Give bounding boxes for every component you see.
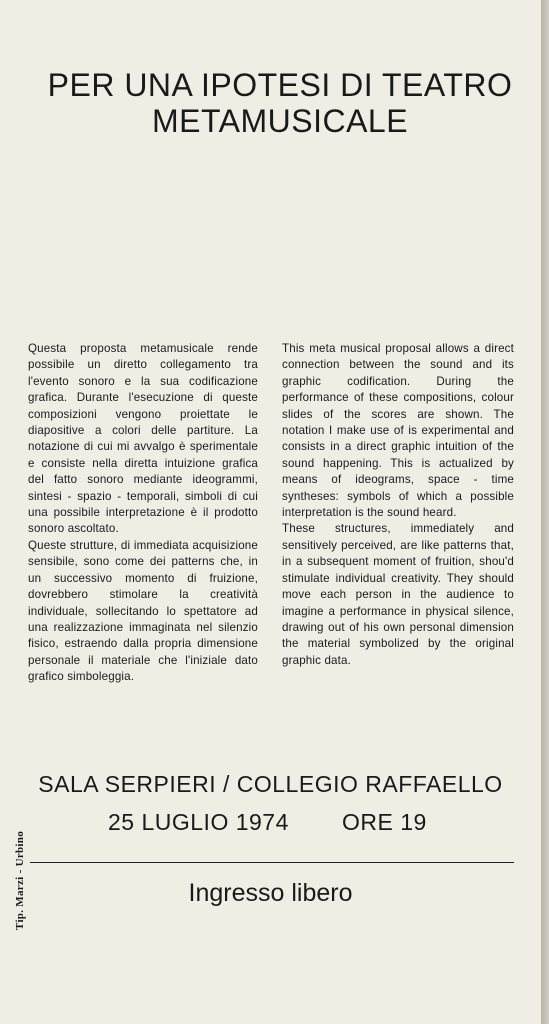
poster-title — [0, 67, 549, 139]
title-line-1: PER UNA IPOTESI DI TEATRO — [47, 67, 513, 104]
event-date: 25 LUGLIO 1974 — [108, 809, 289, 835]
italian-paragraph-2: Queste strutture, di immediata acquisizione sensibile, sono come dei patterns che, in un successivo momento di fruizione, dovrebbero stimolare la creatività individuale, sollecitando lo spettatore ad una realizzazione immaginata nel silenzio fisico, estraendo dalla propria dimensione personale il materiale che l'iniziale dato grafico simboleggia. — [28, 538, 258, 684]
title-line-2: METAMUSICALE — [151, 103, 409, 140]
event-venue: SALA SERPIERI / COLLEGIO RAFFAELLO — [38, 771, 503, 797]
italian-paragraph-1: Questa proposta metamusicale rende possibile un diretto collegamento tra l'evento sonoro e la sua codificazione grafica. Durante l'esecuzione di queste composizioni vengono proiettate le diapositive a colori delle partiture. La notazione di cui mi avvalgo è sperimentale e consiste nella diretta intuizione grafica del fatto sonoro mediante ideogrammi, sintesi - spazio - temporali, simboli di cui una possibile interpretazione è il prodotto sonoro ascoltato. — [28, 342, 258, 536]
english-paragraph-2: These structures, immediately and sensitively perceived, are like patterns that, in a subsequent moment of fruition, shou'd stimulate individual creativity. They should move each person in the audience to imagine a performance in physical silence, drawing out of his own personal dimension the material symbolized by the original graphic data. — [282, 522, 514, 667]
divider-line — [30, 862, 514, 863]
printer-credit: Tip. Marzi - Urbino — [14, 831, 26, 930]
sheet-edge — [541, 0, 549, 1024]
italian-text-column — [28, 341, 258, 686]
english-paragraph-1: This meta musical proposal allows a direct connection between the sound and its graphic codification. During the performance of these compositions, colour slides of the scores are shown. The notation I make use of is experimental and consists in a direct graphic intuition of the sound happening. This is actualized by means of ideograms, space - time syntheses: symbols of which a possible interpretation is the sound heard. — [282, 342, 514, 520]
english-text-column — [282, 341, 514, 669]
event-time: ORE 19 — [342, 809, 427, 835]
entry-note: Ingresso libero — [188, 879, 353, 907]
